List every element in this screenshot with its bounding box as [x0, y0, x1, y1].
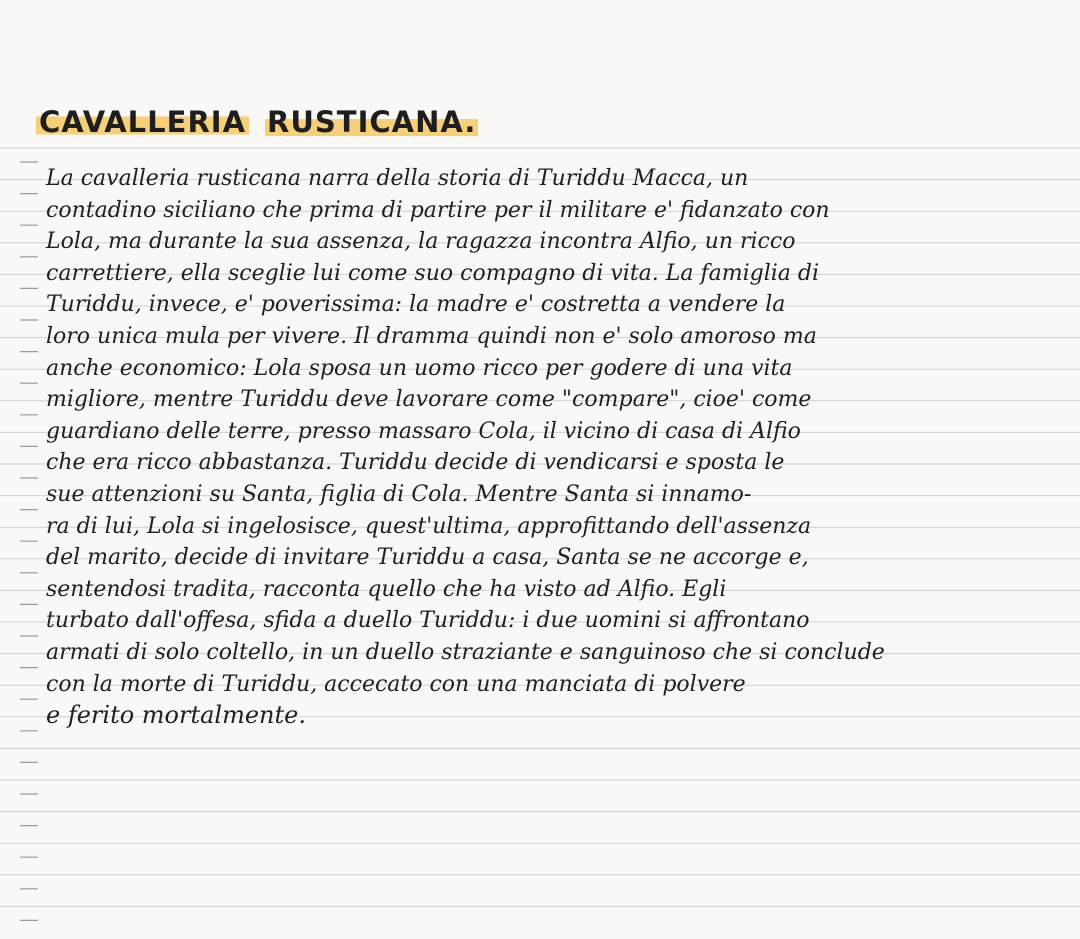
text-line: loro unica mula per vivere. Il dramma quindi non e' solo amoroso ma [46, 323, 817, 349]
text-line: del marito, decide di invitare Turiddu a casa, Santa se ne accorge e, [46, 545, 809, 571]
text-line: carrettiere, ella sceglie lui come suo compagno di vita. La famiglia di [46, 260, 820, 286]
text-line: che era ricco abbastanza. Turiddu decide di vendicarsi e sposta le [46, 450, 785, 476]
text-line: sue attenzioni su Santa, figlia di Cola. Mentre Santa si innamo- [46, 481, 752, 507]
text-line: con la morte di Turiddu, accecato con una manciata di polvere [46, 671, 746, 697]
text-line: La cavalleria rusticana narra della storia di Turiddu Macca, un [46, 166, 749, 191]
text-line: migliore, mentre Turiddu deve lavorare come "compare", cioe' come [46, 387, 812, 413]
text-line: sentendosi tradita, racconta quello che ha visto ad Alfio. Egli [46, 576, 727, 602]
text-line: anche economico: Lola sposa un uomo ricco per godere di una vita [46, 355, 793, 381]
title-part-1: CAVALLERIA [36, 108, 249, 137]
text-line: Turiddu, invece, e' poverissima: la madre e' costretta a vendere la [46, 292, 786, 318]
handwritten-paragraph [46, 163, 1066, 732]
text-line: guardiano delle terre, presso massaro Cola, il vicino di casa di Alfio [46, 418, 801, 444]
title-part-2: RUSTICANA. [267, 105, 477, 139]
text-line: Lola, ma durante la sua assenza, la ragazza incontra Alfio, un ricco [46, 229, 796, 255]
text-line: turbato dall'offesa, sfida a duello Turiddu: i due uomini si affrontano [46, 608, 810, 634]
page-title [36, 105, 478, 139]
text-line: armati di solo coltello, in un duello straziante e sanguinoso che si conclude [46, 639, 885, 665]
text-line: contadino siciliano che prima di partire per il militare e' fidanzato con [46, 197, 830, 223]
text-line: e ferito mortalmente. [46, 701, 306, 730]
text-line: ra di lui, Lola si ingelosisce, quest'ultima, approfittando dell'assenza [46, 513, 812, 539]
